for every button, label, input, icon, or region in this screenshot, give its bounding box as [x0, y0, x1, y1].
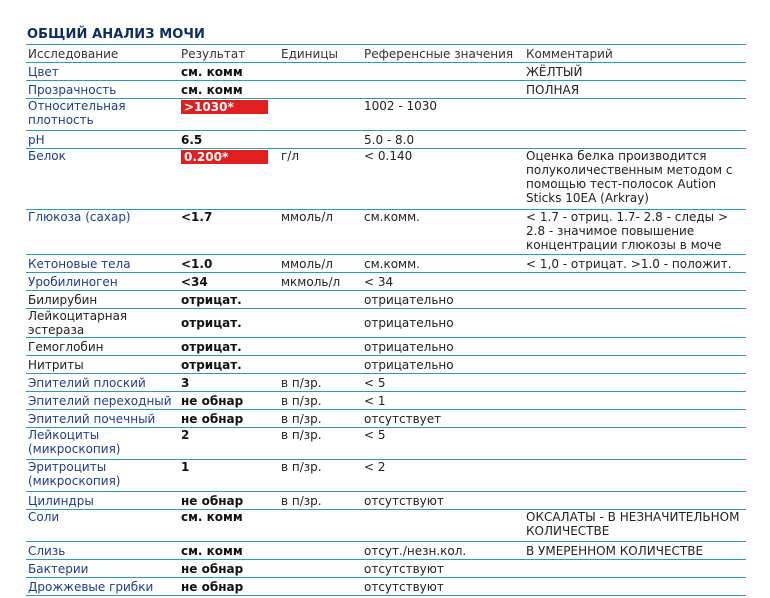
result-cell: не обнар	[179, 578, 279, 596]
result-cell: 3	[179, 374, 279, 392]
test-name: Эпителий плоский	[26, 374, 179, 392]
result-cell: отрицат.	[179, 356, 279, 374]
reference-cell: см.комм.	[362, 255, 524, 273]
units-cell	[279, 338, 362, 356]
test-name: Цвет	[26, 63, 179, 81]
comment-cell: < 1.7 - отриц. 1.7- 2.8 - следы > 2.8 - значимое повышение концентрации глюкозы в моче	[524, 210, 746, 255]
result-cell: не обнар	[179, 560, 279, 578]
reference-cell: < 0.140	[362, 149, 524, 210]
reference-cell	[362, 81, 524, 99]
reference-cell	[362, 63, 524, 81]
reference-cell: 5.0 - 8.0	[362, 131, 524, 149]
table-row	[26, 356, 746, 374]
units-cell	[279, 510, 362, 542]
result-cell: отрицат.	[179, 338, 279, 356]
report-title: ОБЩИЙ АНАЛИЗ МОЧИ	[27, 27, 205, 42]
result-cell: не обнар	[179, 492, 279, 510]
header-comment: Комментарий	[524, 45, 746, 63]
units-cell: ммоль/л	[279, 255, 362, 273]
comment-cell	[524, 273, 746, 291]
reference-cell: отсутствуют	[362, 492, 524, 510]
comment-cell	[524, 309, 746, 338]
test-name: Билирубин	[26, 291, 179, 309]
result-cell: см. комм	[179, 510, 279, 542]
test-name: Гемоглобин	[26, 338, 179, 356]
reference-cell: < 5	[362, 428, 524, 460]
comment-cell	[524, 410, 746, 428]
comment-cell	[524, 492, 746, 510]
result-cell: отрицат.	[179, 309, 279, 338]
table-row	[26, 273, 746, 291]
comment-cell	[524, 131, 746, 149]
test-name: Дрожжевые грибки	[26, 578, 179, 596]
units-cell	[279, 99, 362, 131]
comment-cell: < 1,0 - отрицат. >1.0 - положит.	[524, 255, 746, 273]
test-name: Глюкоза (сахар)	[26, 210, 179, 255]
test-name: Бактерии	[26, 560, 179, 578]
table-row	[26, 560, 746, 578]
result-cell: отрицат.	[179, 291, 279, 309]
test-name: Кетоновые тела	[26, 255, 179, 273]
test-name: Эпителий переходный	[26, 392, 179, 410]
units-cell: в п/зр.	[279, 492, 362, 510]
comment-cell	[524, 291, 746, 309]
units-cell: в п/зр.	[279, 428, 362, 460]
comment-cell: ОКСАЛАТЫ - В НЕЗНАЧИТЕЛЬНОМ КОЛИЧЕСТВЕ	[524, 510, 746, 542]
result-cell: <1.0	[179, 255, 279, 273]
reference-cell	[362, 510, 524, 542]
table-row	[26, 131, 746, 149]
comment-cell: В УМЕРЕННОМ КОЛИЧЕСТВЕ	[524, 542, 746, 560]
table-row	[26, 374, 746, 392]
units-cell: ммоль/л	[279, 210, 362, 255]
reference-cell: см.комм.	[362, 210, 524, 255]
test-name: Цилиндры	[26, 492, 179, 510]
comment-cell	[524, 560, 746, 578]
reference-cell: < 34	[362, 273, 524, 291]
test-name: Эритроциты (микроскопия)	[26, 460, 179, 492]
comment-cell	[524, 99, 746, 131]
result-cell	[179, 149, 279, 210]
table-row	[26, 492, 746, 510]
comment-cell	[524, 460, 746, 492]
comment-cell	[524, 578, 746, 596]
reference-cell: отсутствуют	[362, 578, 524, 596]
table-row	[26, 99, 746, 131]
abnormal-result-flag: >1030*	[181, 100, 268, 114]
units-cell: мкмоль/л	[279, 273, 362, 291]
result-cell: <34	[179, 273, 279, 291]
reference-cell: отрицательно	[362, 291, 524, 309]
units-cell	[279, 560, 362, 578]
reference-cell: отсутствует	[362, 410, 524, 428]
units-cell	[279, 309, 362, 338]
header-result: Результат	[179, 45, 279, 63]
table-row	[26, 510, 746, 542]
result-cell: см. комм	[179, 542, 279, 560]
reference-cell: отсутствуют	[362, 560, 524, 578]
abnormal-result-flag: 0.200*	[181, 150, 268, 164]
result-cell: не обнар	[179, 392, 279, 410]
table-row	[26, 460, 746, 492]
result-cell: см. комм	[179, 63, 279, 81]
comment-cell	[524, 338, 746, 356]
table-row	[26, 410, 746, 428]
table-row	[26, 255, 746, 273]
units-cell: в п/зр.	[279, 460, 362, 492]
table-row	[26, 428, 746, 460]
test-name: Прозрачность	[26, 81, 179, 99]
comment-cell	[524, 356, 746, 374]
test-name: Нитриты	[26, 356, 179, 374]
table-row	[26, 63, 746, 81]
result-cell: не обнар	[179, 410, 279, 428]
reference-cell: отсут./незн.кол.	[362, 542, 524, 560]
header-test: Исследование	[26, 45, 179, 63]
units-cell	[279, 81, 362, 99]
test-name: Лейкоциты (микроскопия)	[26, 428, 179, 460]
table-row	[26, 392, 746, 410]
table-row	[26, 81, 746, 99]
comment-cell: ЖЁЛТЫЙ	[524, 63, 746, 81]
units-cell	[279, 542, 362, 560]
reference-cell: < 5	[362, 374, 524, 392]
test-name: Относительная плотность	[26, 99, 179, 131]
results-table	[26, 44, 746, 596]
result-cell: 2	[179, 428, 279, 460]
reference-cell: отрицательно	[362, 309, 524, 338]
header-row	[26, 45, 746, 63]
table-row	[26, 578, 746, 596]
units-cell: в п/зр.	[279, 410, 362, 428]
result-cell: 6.5	[179, 131, 279, 149]
reference-cell: < 2	[362, 460, 524, 492]
table-row	[26, 542, 746, 560]
units-cell	[279, 63, 362, 81]
result-cell: <1.7	[179, 210, 279, 255]
table-row	[26, 210, 746, 255]
header-units: Единицы	[279, 45, 362, 63]
result-cell	[179, 99, 279, 131]
units-cell: в п/зр.	[279, 392, 362, 410]
reference-cell: отрицательно	[362, 338, 524, 356]
reference-cell: отрицательно	[362, 356, 524, 374]
table-row	[26, 309, 746, 338]
units-cell	[279, 131, 362, 149]
test-name: pH	[26, 131, 179, 149]
units-cell: г/л	[279, 149, 362, 210]
comment-cell	[524, 374, 746, 392]
reference-cell: 1002 - 1030	[362, 99, 524, 131]
test-name: Белок	[26, 149, 179, 210]
units-cell	[279, 578, 362, 596]
comment-cell	[524, 428, 746, 460]
units-cell	[279, 356, 362, 374]
comment-cell	[524, 392, 746, 410]
comment-cell: ПОЛНАЯ	[524, 81, 746, 99]
reference-cell: < 1	[362, 392, 524, 410]
test-name: Уробилиноген	[26, 273, 179, 291]
units-cell	[279, 291, 362, 309]
table-row	[26, 149, 746, 210]
units-cell: в п/зр.	[279, 374, 362, 392]
test-name: Слизь	[26, 542, 179, 560]
table-row	[26, 338, 746, 356]
result-cell: 1	[179, 460, 279, 492]
test-name: Соли	[26, 510, 179, 542]
test-name: Эпителий почечный	[26, 410, 179, 428]
result-cell: см. комм	[179, 81, 279, 99]
table-row	[26, 291, 746, 309]
comment-cell: Оценка белка производится полуколичественным методом с помощью тест-полосок Aution Sticks 10EA (Arkray)	[524, 149, 746, 210]
header-reference: Референсные значения	[362, 45, 524, 63]
test-name: Лейкоцитарная эстераза	[26, 309, 179, 338]
